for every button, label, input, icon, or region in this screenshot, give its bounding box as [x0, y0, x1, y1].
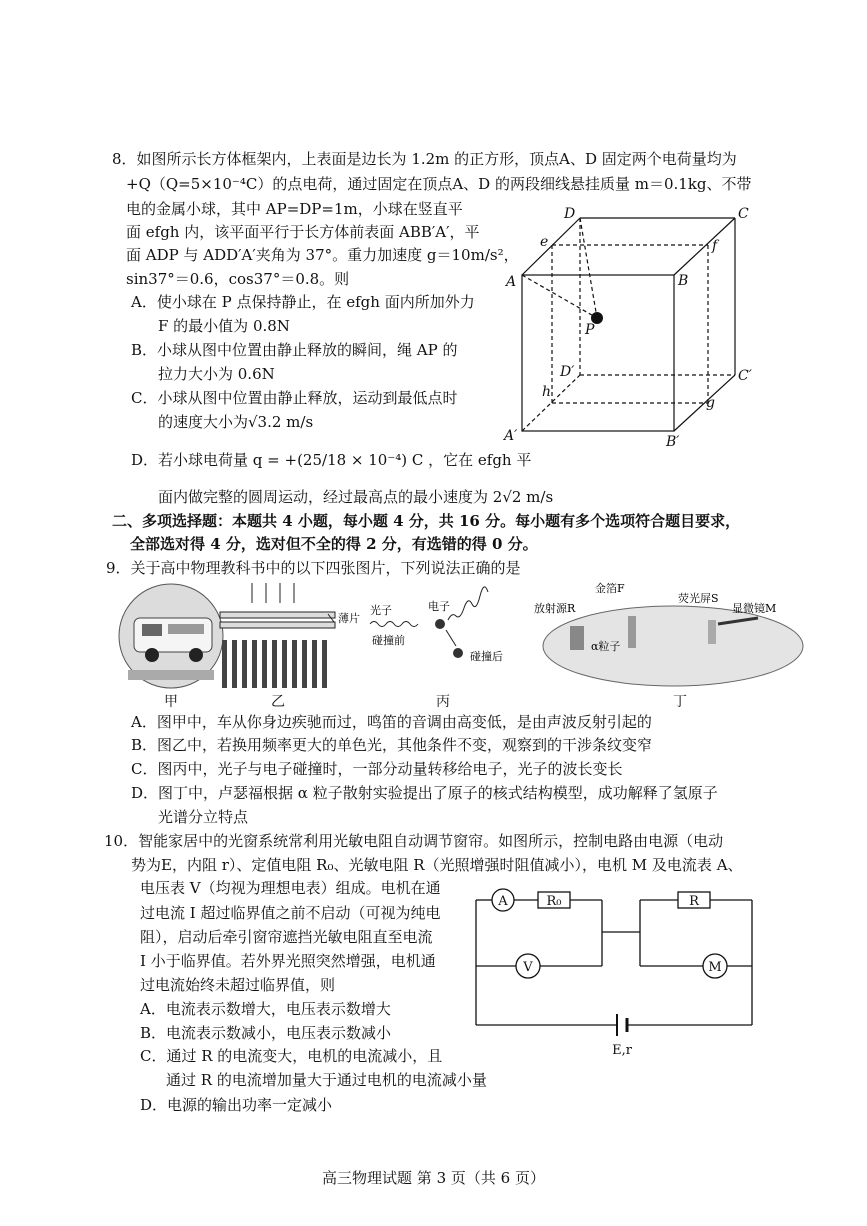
q10-line-6: I 小于临界值。若外界光照突然增强，电机通	[140, 952, 436, 970]
svg-text:g: g	[706, 395, 715, 411]
svg-text:α粒子: α粒子	[591, 640, 621, 653]
svg-text:放射源R: 放射源R	[534, 602, 576, 615]
q9-option-d-line-2: 光谱分立特点	[158, 808, 249, 826]
q8-option-d-line-2: 面内做完整的圆周运动，经过最高点的最小速度为 2√2 m/s	[158, 488, 554, 506]
svg-text:V: V	[523, 960, 533, 975]
svg-text:碰撞前: 碰撞前	[372, 634, 405, 647]
q9-option-d-line-1: D．图丁中，卢瑟福根据 α 粒子散射实验提出了原子的核式结构模型，成功解释了氢原子	[131, 784, 718, 802]
q9-stem: 9．关于高中物理教科书中的以下四张图片，下列说法正确的是	[106, 559, 521, 577]
fringes	[222, 640, 327, 688]
svg-text:h: h	[542, 384, 552, 400]
q8-option-c-line-1: C．小球从图中位置由静止释放，运动到最低点时	[131, 389, 458, 407]
q8-option-d-line-1: D．若小球电荷量 q = +(25/18 × 10⁻⁴) C ，它在 efgh 平	[131, 451, 532, 469]
q10-line-1: 10．智能家居中的光窗系统常利用光敏电阻自动调节窗帘。如图所示，控制电路由电源（电动	[104, 832, 724, 850]
svg-text:A: A	[498, 894, 508, 909]
svg-text:e: e	[540, 234, 549, 250]
svg-text:D′: D′	[560, 364, 575, 380]
q10-line-4: 过电流 I 超过临界值之前不启动（可视为纯电	[140, 904, 441, 922]
q10-line-5: 阻），启动后牵引窗帘遮挡光敏电阻直至电流	[140, 928, 433, 946]
figure-ding	[534, 581, 803, 686]
q10-line-3: 电压表 V（均视为理想电表）组成。电机在通	[140, 879, 441, 897]
q8-line-5: 面 ADP 与 ADD′A′夹角为 37°。重力加速度 g＝10m/s²，	[126, 246, 519, 264]
q8-line-1: 8．如图所示长方体框架内，上表面是边长为 1.2m 的正方形，顶点A、D 固定两个电荷量均为	[112, 150, 737, 168]
q10-option-a: A．电流表示数增大，电压表示数增大	[140, 1000, 391, 1018]
svg-text:D: D	[564, 206, 576, 222]
q10-line-7: 过电流始终未超过临界值，则	[140, 976, 336, 994]
q9-option-a: A．图甲中，车从你身边疾驰而过，鸣笛的音调由高变低，是由声波反射引起的	[131, 713, 652, 731]
svg-text:光子: 光子	[370, 604, 392, 617]
q10-option-b: B．电流表示数减小，电压表示数减小	[140, 1024, 392, 1042]
svg-text:金箔F: 金箔F	[595, 582, 625, 595]
svg-text:E,r: E,r	[612, 1043, 632, 1058]
q8-option-b-line-1: B．小球从图中位置由静止释放的瞬间，绳 AP 的	[131, 341, 458, 359]
svg-text:M: M	[708, 960, 722, 975]
q8-option-b-line-2: 拉力大小为 0.6N	[158, 365, 275, 383]
svg-text:甲: 甲	[164, 694, 178, 710]
q9-option-c: C．图丙中，光子与电子碰撞时，一部分动量转移给电子，光子的波长变长	[131, 760, 623, 778]
q8-option-a-line-1: A．使小球在 P 点保持静止，在 efgh 面内所加外力	[131, 293, 475, 311]
cube-diagram	[500, 200, 765, 455]
q8-line-6: sin37°＝0.6，cos37°＝0.8。则	[126, 270, 350, 288]
figure-bing	[370, 587, 503, 663]
q9-figures	[118, 578, 812, 710]
page-footer: 高三物理试题 第 3 页（共 6 页）	[322, 1169, 545, 1187]
q10-option-d: D．电源的输出功率一定减小	[140, 1096, 333, 1114]
figure-yi	[220, 583, 335, 628]
q8-line-2: +Q（Q=5×10⁻⁴C）的点电荷，通过固定在顶点A、D 的两段细线悬挂质量 m＝0.1kg、不带	[126, 175, 752, 193]
q10-option-c-line-1: C．通过 R 的电流变大，电机的电流减小，且	[140, 1047, 443, 1065]
section2-line-1: 二、多项选择题：本题共 4 小题，每小题 4 分，共 16 分。每小题有多个选项符合题目要求，	[112, 512, 741, 530]
svg-text:显微镜M: 显微镜M	[732, 602, 777, 615]
svg-text:薄片: 薄片	[338, 612, 360, 625]
svg-text:R₀: R₀	[546, 894, 562, 909]
svg-text:丙: 丙	[436, 694, 450, 710]
svg-text:荧光屏S: 荧光屏S	[678, 592, 719, 605]
q10-option-c-line-2: 通过 R 的电流增加量大于通过电机的电流减小量	[166, 1071, 487, 1089]
q8-line-3: 电的金属小球，其中 AP=DP=1m，小球在竖直平	[126, 200, 463, 218]
svg-text:C′: C′	[738, 368, 752, 384]
svg-text:丁: 丁	[673, 694, 687, 710]
svg-text:B: B	[678, 273, 689, 289]
svg-text:电子: 电子	[428, 600, 450, 613]
q8-option-a-line-2: F 的最小值为 0.8N	[158, 317, 290, 335]
circuit-diagram	[470, 880, 770, 1060]
svg-text:碰撞后: 碰撞后	[470, 650, 503, 663]
svg-text:A′: A′	[504, 428, 518, 444]
svg-text:f: f	[712, 238, 718, 254]
q8-option-c-line-2: 的速度大小为√3.2 m/s	[158, 413, 314, 431]
section2-line-2: 全部选对得 4 分，选对但不全的得 2 分，有选错的得 0 分。	[130, 535, 538, 553]
q8-line-4: 面 efgh 内，该平面平行于长方体前表面 ABB′A′，平	[126, 223, 480, 241]
svg-text:A: A	[506, 274, 517, 290]
q10-line-2: 势为E，内阻 r）、定值电阻 R₀、光敏电阻 R（光照增强时阻值减小），电机 M 及电流表 A、	[131, 856, 743, 874]
svg-text:B′: B′	[666, 434, 680, 450]
svg-text:乙: 乙	[271, 694, 285, 710]
svg-text:C: C	[738, 206, 749, 222]
q9-option-b: B．图乙中，若换用频率更大的单色光，其他条件不变，观察到的干涉条纹变窄	[131, 736, 653, 754]
svg-text:R: R	[689, 894, 699, 909]
svg-text:P: P	[585, 322, 595, 338]
figure-jia	[119, 584, 223, 688]
